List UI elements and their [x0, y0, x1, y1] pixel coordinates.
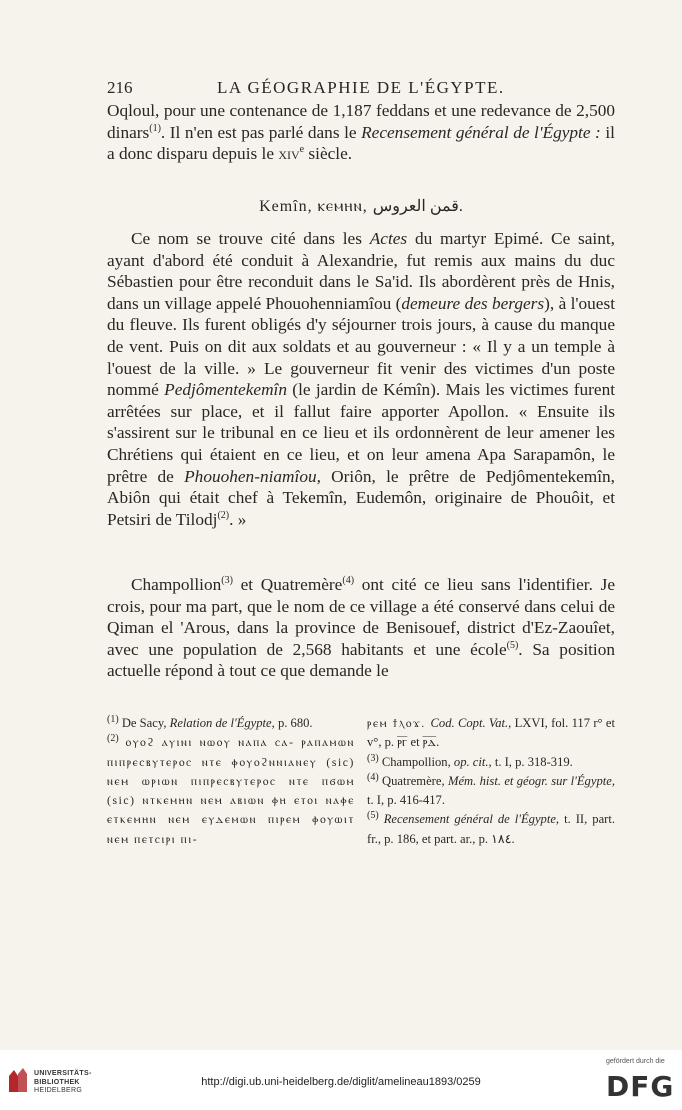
- footnote-5: $^{(5)}$ Recensement général de l'Égypte, t. II, part. fr., p. 186, et part. ar., p. ١٨٤.: [367, 810, 616, 846]
- funder-caption: gefördert durch die: [606, 1058, 665, 1065]
- dfg-logo[interactable]: [600, 1058, 676, 1106]
- footnote-2: $^{(2)}$ ⲟⲩⲟϩ ⲁⲩⲓⲛⲓ ⲛⲱⲟⲩ ⲛⲁⲡⲁ ⲥⲁ- ⲣⲁⲡⲁⲙⲱⲛ ⲡⲓⲡⲣⲉⲥⲃⲩⲧⲉⲣⲟⲥ ⲛⲧⲉ ⲫⲟⲩⲟϩⲛⲛⲓⲁⲛⲉⲩ (sic) ⲛⲉⲙ ⲱⲣⲓⲱⲛ ⲡⲓⲡⲣⲉⲥⲃⲩⲧⲉⲣⲟⲥ ⲛⲧⲉ ⲡϭⲱⲙ (sic) ⲛⲧⲕⲉⲙⲏⲛ ⲛⲉⲙ ⲁⲃⲓⲱⲛ ⲫⲏ ⲉⲧⲟⲓ ⲛⲁⲫⲉ ⲉⲧⲕⲉⲙⲏⲛ ⲛⲉⲙ ⲉⲩⲇⲉⲙⲱⲛ ⲡⲓⲣⲉⲙ ⲫⲟⲩⲱⲓⲧ ⲛⲉⲙ ⲡⲉⲧⲥⲓⲣⲓ ⲡⲓ-: [107, 733, 355, 846]
- paragraph-champollion: Champollion$^{(3)}$ et Quatremère$^{(4)}$ ont cité ce lieu sans l'identifier. Je crois, pour ma part, que le nom de ce village a été conservé dans celui de Qiman el 'Arous, dans la province de Benisouef, district d'Ez-Zaouîet, avec une population de 2,568 habitants et une école$^{(5)}$. Sa position actuelle répond à tout ce que demande le: [107, 575, 616, 681]
- viewer-footer: [0, 1050, 682, 1110]
- footnote-ref-5[interactable]: (5): [506, 640, 519, 652]
- footnotes-right-column: [367, 714, 615, 849]
- footnote-ref-1[interactable]: (1): [149, 122, 161, 134]
- page-number: 216: [107, 78, 133, 97]
- footnote-2-continued: ⲣⲉⲙ ϯⲗⲟϫ. Cod. Copt. Vat., LXVI, fol. 117 r° et v°, p. ⲣ̅ⲅ̅ et ⲣ̅ⲇ̅.: [367, 716, 615, 750]
- footnote-1: $^{(1)}$ De Sacy, Relation de l'Égypte, p. 680.: [107, 713, 313, 730]
- footnote-ref-4[interactable]: (4): [342, 575, 355, 587]
- footnote-ref-2[interactable]: (2): [217, 509, 230, 521]
- footnote-3: $^{(3)}$ Champollion, op. cit., t. I, p. 318-319.: [367, 752, 573, 769]
- running-title: LA GÉOGRAPHIE DE L'ÉGYPTE.: [217, 78, 505, 97]
- paragraph-kemin: Ce nom se trouve cité dans les Actes du martyr Epimé. Ce saint, ayant d'abord été conduit à Alexandrie, fut remis aux mains du duc Sébastien pour être reconduit dans le Sa'id. Ils abordèrent près de Hnis, dans un village appelé Phouohenniamîou (demeure des bergers), à l'ouest du fleuve. Ils furent obligés d'y séjourner trois jours, à cause du manque de vent. Puis on dit aux soldats et au gouverneur : « Il y a un temple à l'ouest de la ville. » Le gouverneur fit venir des victimes d'un poste nommé Pedjômentekemîn (le jardin de Kémîn). Mais les victimes furent arrêtées sur place, et il fallut faire apporter Apollon. « Ensuite ils s'assirent sur le tribunal en ce lieu et ils ordonnèrent de leur amener les Chrétiens qui étaient en ce lieu, et on leur amena Apa Sarapamôn, le prêtre de Phouohen-niamîou, Oriôn, le prêtre de Pedjômentekemîn, Abiôn qui était chef à Tekemîn, Eudemôn, originaire de Phouôit, et Petsiri de Tilodj$^{(2)}$. »: [107, 229, 616, 529]
- paragraph-oqloul: Oqloul, pour une contenance de 1,187 feddans et une redevance de 2,500 dinars$^{(1)}$. Il n'en est pas parlé dans le Recensement général de l'Égypte : il a donc disparu depuis le xiv$^e$ siècle.: [107, 101, 615, 164]
- footnote-4: $^{(4)}$ Quatremère, Mém. hist. et géogr. sur l'Égypte, t. I, p. 416-417.: [367, 771, 615, 808]
- footnote-ref-3[interactable]: (3): [221, 575, 233, 587]
- footnotes-left-column: [107, 714, 355, 849]
- funder-wordmark: DFG: [606, 1070, 675, 1103]
- library-name: UNIVERSITÄTS- BIBLIOTHEK HEIDELBERG: [34, 1070, 92, 1095]
- section-heading: Kemîn, ⲕⲉⲙⲏⲛ, قمن العروس.: [259, 198, 463, 215]
- permalink-url[interactable]: http://digi.ub.uni-heidelberg.de/diglit/amelineau1893/0259: [201, 1076, 481, 1088]
